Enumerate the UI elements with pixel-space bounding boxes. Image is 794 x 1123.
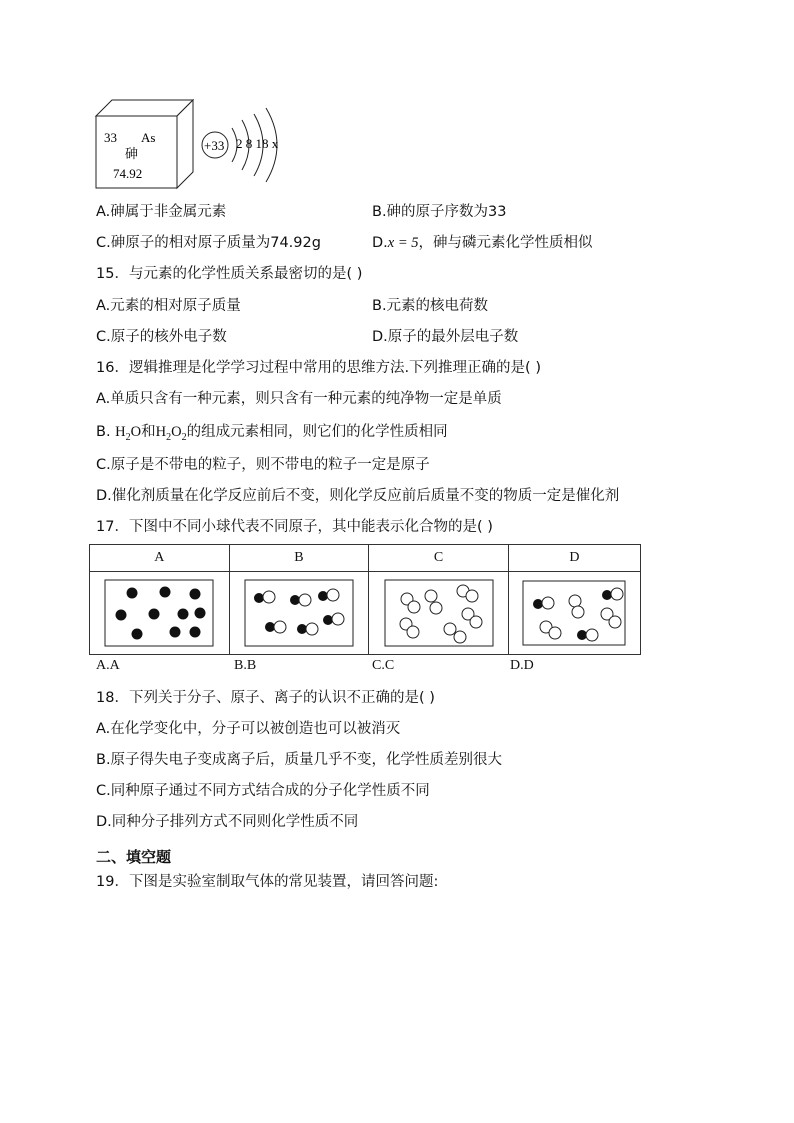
arsenic-element-card bbox=[92, 96, 197, 192]
q15-option-d[interactable]: D.原子的最外层电子数 bbox=[372, 329, 519, 345]
q14-option-d[interactable] bbox=[372, 231, 593, 252]
q16-option-b-and: 和 bbox=[141, 424, 156, 440]
q18-stem: 18．下列关于分子、原子、离子的认识不正确的是( ) bbox=[96, 690, 435, 706]
q16-option-b[interactable] bbox=[96, 420, 448, 443]
q15-option-a[interactable]: A.元素的相对原子质量 bbox=[96, 298, 241, 314]
q16-stem: 16．逻辑推理是化学学习过程中常用的思维方法.下列推理正确的是( ) bbox=[96, 360, 541, 376]
q17-cell-d bbox=[508, 572, 640, 655]
q18-option-d[interactable]: D.同种分子排列方式不同则化学性质不同 bbox=[96, 814, 359, 830]
q17-header-b: B bbox=[229, 545, 369, 572]
q16-option-a[interactable]: A.单质只含有一种元素，则只含有一种元素的纯净物一定是单质 bbox=[96, 391, 502, 407]
q16-option-c[interactable]: C.原子是不带电的粒子，则不带电的粒子一定是原子 bbox=[96, 457, 430, 473]
q19-stem: 19．下图是实验室制取气体的常见装置，请回答问题: bbox=[96, 874, 439, 890]
q15-stem: 15．与元素的化学性质关系最密切的是( ) bbox=[96, 266, 363, 282]
atomic-number: 33 bbox=[104, 130, 117, 145]
arsenic-atom-structure-diagram bbox=[198, 104, 298, 184]
shell-electrons: 2 8 18 x bbox=[236, 136, 279, 151]
q18-option-a[interactable]: A.在化学变化中，分子可以被创造也可以被消灭 bbox=[96, 721, 401, 737]
q17-cell-c bbox=[369, 572, 509, 655]
q14-option-d-formula: x = 5 bbox=[387, 235, 419, 251]
q15-option-c[interactable]: C.原子的核外电子数 bbox=[96, 329, 227, 345]
q17-cell-b bbox=[229, 572, 369, 655]
particle-box-c bbox=[384, 579, 494, 647]
q17-particle-table bbox=[89, 544, 641, 655]
q16-option-b-text: 的组成元素相同，则它们的化学性质相同 bbox=[186, 424, 448, 440]
element-name: 砷 bbox=[125, 147, 139, 162]
q17-header-d: D bbox=[508, 545, 640, 572]
q14-option-a[interactable]: A.砷属于非金属元素 bbox=[96, 204, 227, 220]
q17-option-a[interactable]: A.A bbox=[96, 658, 120, 673]
particle-box-d bbox=[522, 580, 626, 646]
formula-h2o: $H_2O$ bbox=[115, 424, 142, 443]
section-heading-fill-in: 二、填空题 bbox=[96, 848, 172, 866]
q17-option-c[interactable]: C.C bbox=[372, 658, 395, 673]
q18-option-b[interactable]: B.原子得失电子变成离子后，质量几乎不变，化学性质差别很大 bbox=[96, 752, 503, 768]
q14-option-b[interactable]: B.砷的原子序数为33 bbox=[372, 204, 507, 220]
q17-option-b[interactable]: B.B bbox=[234, 658, 257, 673]
q17-header-a: A bbox=[90, 545, 230, 572]
q14-option-c[interactable]: C.砷原子的相对原子质量为74.92g bbox=[96, 235, 321, 251]
formula-h2o2: $H_2O_2$ bbox=[155, 424, 187, 443]
particle-box-b bbox=[244, 579, 354, 647]
q14-option-d-prefix: D. bbox=[372, 235, 388, 251]
particle-box-a bbox=[104, 579, 214, 647]
q16-option-d[interactable]: D.催化剂质量在化学反应前后不变，则化学反应前后质量不变的物质一定是催化剂 bbox=[96, 488, 620, 504]
q18-option-c[interactable]: C.同种原子通过不同方式结合成的分子化学性质不同 bbox=[96, 783, 430, 799]
atomic-mass: 74.92 bbox=[113, 166, 143, 181]
q15-option-b[interactable]: B.元素的核电荷数 bbox=[372, 298, 489, 314]
q17-option-d[interactable]: D.D bbox=[510, 658, 534, 673]
q14-option-d-text: ，砷与磷元素化学性质相似 bbox=[418, 235, 593, 251]
nucleus-charge: +33 bbox=[204, 138, 225, 153]
q17-stem: 17．下图中不同小球代表不同原子，其中能表示化合物的是( ) bbox=[96, 519, 493, 535]
q16-option-b-prefix: B. bbox=[96, 424, 111, 440]
q17-header-c: C bbox=[369, 545, 509, 572]
element-symbol: As bbox=[141, 130, 156, 145]
q17-cell-a bbox=[90, 572, 230, 655]
